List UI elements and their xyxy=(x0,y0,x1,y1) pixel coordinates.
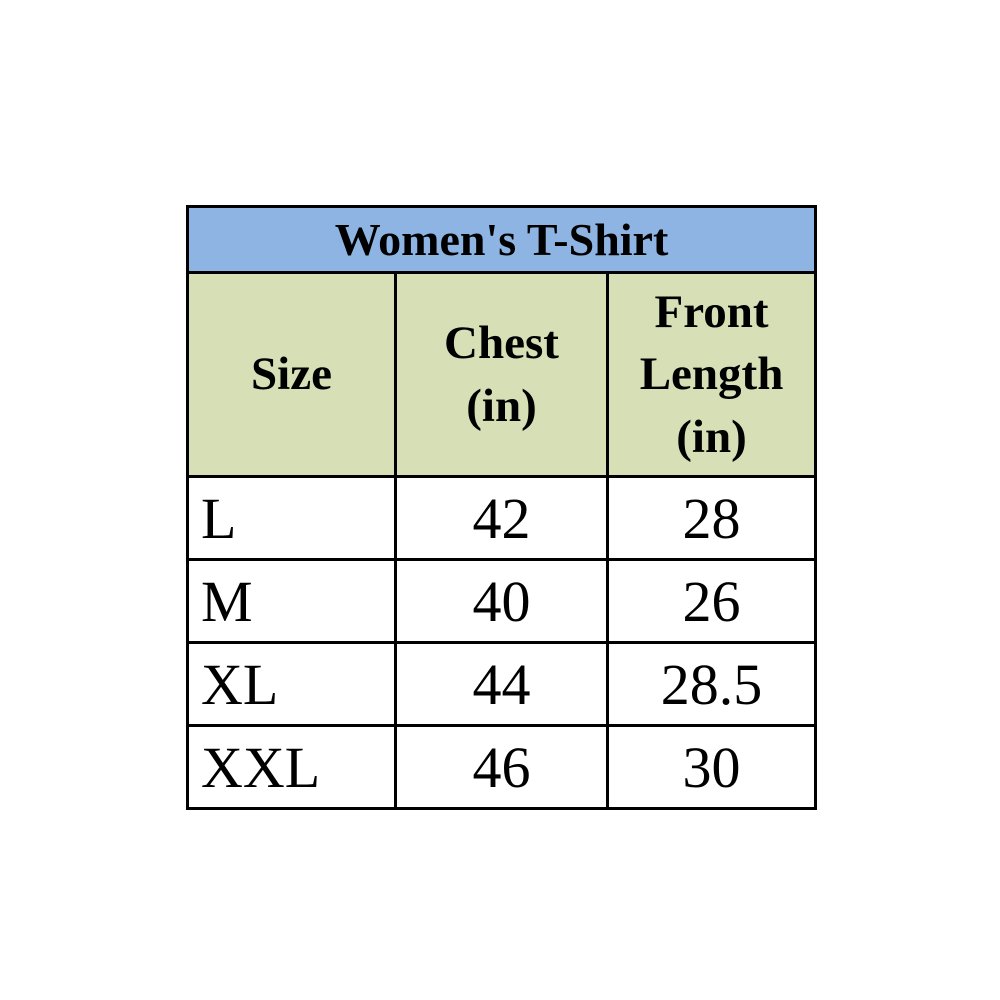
cell-chest: 42 xyxy=(396,477,608,560)
column-header-front-line2: Length xyxy=(639,348,784,401)
column-header-chest-line1: Chest xyxy=(444,317,559,370)
cell-size: XL xyxy=(188,643,396,726)
column-header-chest xyxy=(396,273,608,477)
table-title: Women's T-Shirt xyxy=(188,207,816,273)
cell-front-length: 28.5 xyxy=(608,643,816,726)
table-row xyxy=(188,726,816,809)
column-header-chest-line2: (in) xyxy=(466,379,537,432)
column-header-front-length xyxy=(608,273,816,477)
cell-size: M xyxy=(188,560,396,643)
cell-chest: 46 xyxy=(396,726,608,809)
column-header-size-label: Size xyxy=(251,348,332,401)
cell-size: XXL xyxy=(188,726,396,809)
cell-front-length: 30 xyxy=(608,726,816,809)
table-row xyxy=(188,643,816,726)
table-header-row xyxy=(188,273,816,477)
cell-size: L xyxy=(188,477,396,560)
column-header-size xyxy=(188,273,396,477)
table-title-row xyxy=(188,207,816,273)
cell-chest: 40 xyxy=(396,560,608,643)
cell-front-length: 26 xyxy=(608,560,816,643)
cell-chest: 44 xyxy=(396,643,608,726)
size-chart-table xyxy=(186,205,817,810)
table-row xyxy=(188,477,816,560)
column-header-front-line3: (in) xyxy=(676,410,747,463)
table-row xyxy=(188,560,816,643)
column-header-front-line1: Front xyxy=(654,286,769,339)
cell-front-length: 28 xyxy=(608,477,816,560)
